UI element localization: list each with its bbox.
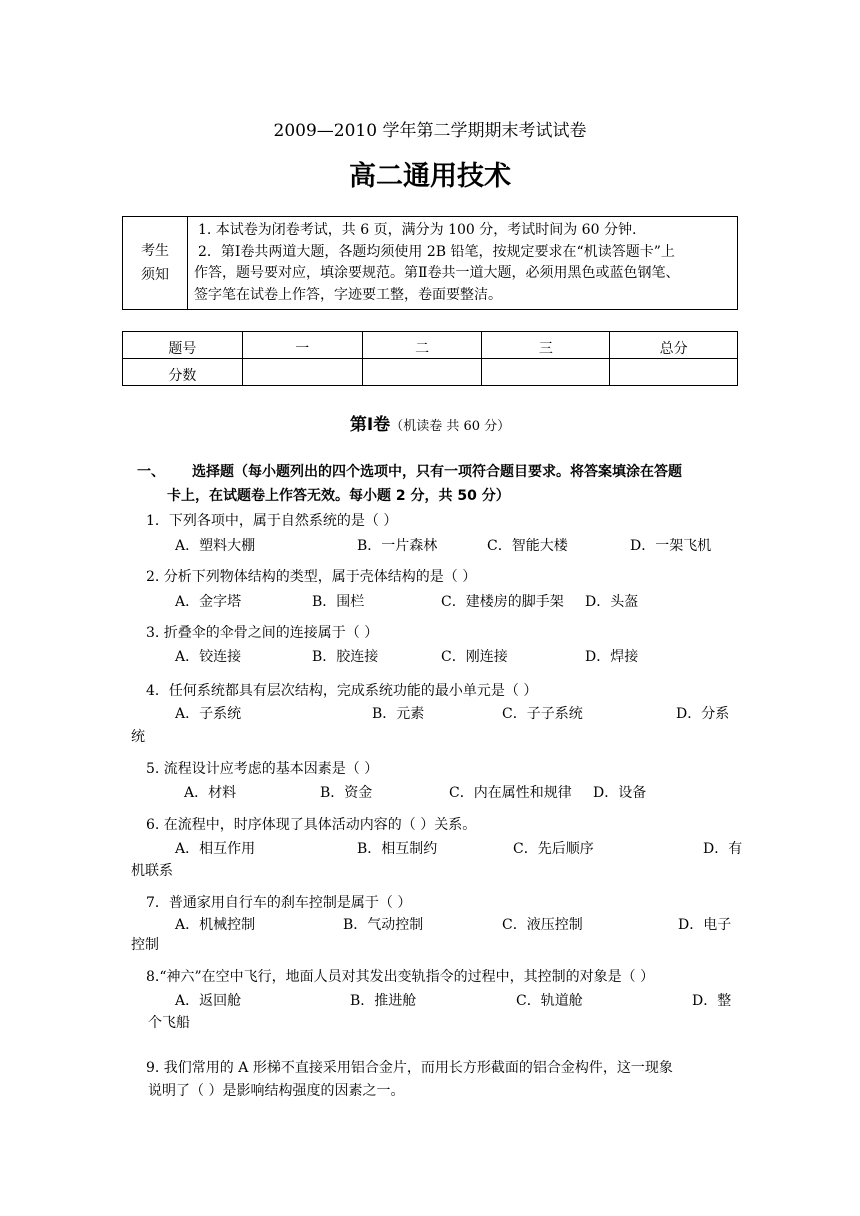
option-b: B．一片森林 (357, 538, 438, 554)
score-header-cell: 题号 (123, 332, 243, 359)
option-c: C．子子系统 (502, 706, 583, 722)
option-d: D．一架飞机 (630, 538, 712, 554)
option-a: A．子系统 (175, 706, 242, 722)
option-b: B．元素 (372, 706, 425, 722)
option-c: C．先后顺序 (513, 841, 594, 857)
score-row-label: 分数 (123, 359, 243, 386)
score-table-header-row (123, 332, 738, 359)
part-heading (0, 410, 860, 435)
notice-label-line2: 须知 (141, 267, 169, 283)
option-d: D．设备 (593, 785, 647, 801)
option-d: D．电子 (678, 917, 732, 933)
question-continuation: 机联系 (131, 863, 173, 879)
score-table-score-row (123, 359, 738, 386)
option-a: A．铰连接 (175, 649, 242, 665)
score-header-cell: 三 (482, 332, 610, 359)
question-stem: 6. 在流程中，时序体现了具体活动内容的（ ）关系。 (146, 817, 477, 833)
question-stem: 5. 流程设计应考虑的基本因素是（ ） (146, 761, 379, 777)
score-table (122, 331, 738, 386)
option-c: C．刚连接 (441, 649, 508, 665)
section-instructions-line1: 选择题（每小题列出的四个选项中，只有一项符合题目要求。将答案填涂在答题 (192, 464, 682, 480)
part-subtitle: （机读卷 共 60 分） (390, 419, 511, 434)
exam-notice-table (122, 216, 738, 310)
question-stem: 7．普通家用自行车的刹车控制是属于（ ） (146, 895, 412, 911)
option-c: C．轨道舱 (516, 993, 583, 1009)
question-continuation: 个飞船 (148, 1015, 190, 1031)
part-title: 第Ⅰ卷 (349, 415, 391, 435)
option-a: A．返回舱 (175, 993, 242, 1009)
question-stem: 8.“神六”在空中飞行，地面人员对其发出变轨指令的过程中，其控制的对象是（ ） (146, 969, 655, 985)
option-b: B．推进舱 (350, 993, 417, 1009)
question-stem: 3. 折叠伞的伞骨之间的连接属于（ ） (146, 625, 379, 641)
exam-subject-title: 高二通用技术 (349, 161, 511, 192)
option-d: D．有 (703, 841, 743, 857)
option-b: B．资金 (320, 785, 373, 801)
question-continuation: 统 (131, 729, 145, 745)
question-stem: 4．任何系统都具有层次结构，完成系统功能的最小单元是（ ） (146, 683, 538, 699)
score-cell (362, 359, 482, 386)
option-c: C．智能大楼 (487, 538, 568, 554)
score-cell (482, 359, 610, 386)
exam-title: 2009—2010 学年第二学期期末考试试卷 (273, 121, 587, 141)
question-continuation: 说明了（ ）是影响结构强度的因素之一。 (148, 1083, 405, 1099)
option-d: D．分系 (676, 706, 730, 722)
section-number: 一、 (137, 464, 165, 480)
option-a: A．相互作用 (175, 841, 256, 857)
section-instructions-line2: 卡上，在试题卷上作答无效。每小题 2 分，共 50 分） (167, 488, 510, 504)
question-continuation: 控制 (131, 937, 159, 953)
question-stem: 1．下列各项中，属于自然系统的是（ ） (146, 513, 398, 529)
option-a: A．金字塔 (175, 594, 242, 610)
option-a: A．机械控制 (175, 917, 256, 933)
notice-line: 作答，题号要对应，填涂要规范。第Ⅱ卷共一道大题，必须用黑色或蓝色钢笔、 (194, 265, 680, 281)
score-header-cell: 总分 (610, 332, 738, 359)
option-d: D．焊接 (585, 649, 639, 665)
score-cell (610, 359, 738, 386)
score-header-cell: 二 (362, 332, 482, 359)
option-b: B．围栏 (312, 594, 365, 610)
option-b: B．相互制约 (357, 841, 438, 857)
notice-label-line1: 考生 (141, 243, 169, 259)
notice-content (188, 217, 738, 310)
option-d: D．头盔 (585, 594, 639, 610)
score-cell (242, 359, 362, 386)
option-c: C．内在属性和规律 (449, 785, 572, 801)
option-b: B．胶连接 (312, 649, 379, 665)
notice-label (123, 217, 188, 310)
option-a: A．塑料大棚 (175, 538, 256, 554)
question-stem: 9. 我们常用的 A 形梯不直接采用铝合金片，而用长方形截面的铝合金构件，这一现象 (146, 1060, 673, 1076)
question-stem: 2. 分析下列物体结构的类型，属于壳体结构的是（ ） (146, 569, 477, 585)
option-b: B．气动控制 (343, 917, 424, 933)
option-c: C．液压控制 (502, 917, 583, 933)
option-c: C．建楼房的脚手架 (441, 594, 564, 610)
option-a: A．材料 (184, 785, 237, 801)
option-d: D．整 (692, 993, 732, 1009)
notice-line: 签字笔在试卷上作答，字迹要工整，卷面要整洁。 (194, 286, 502, 303)
score-header-cell: 一 (242, 332, 362, 359)
notice-line: 2．第Ⅰ卷共两道大题，各题均须使用 2B 铅笔，按规定要求在“机读答题卡”上 (198, 243, 675, 260)
notice-line: 1. 本试卷为闭卷考试，共 6 页，满分为 100 分，考试时间为 60 分钟. (198, 222, 637, 238)
